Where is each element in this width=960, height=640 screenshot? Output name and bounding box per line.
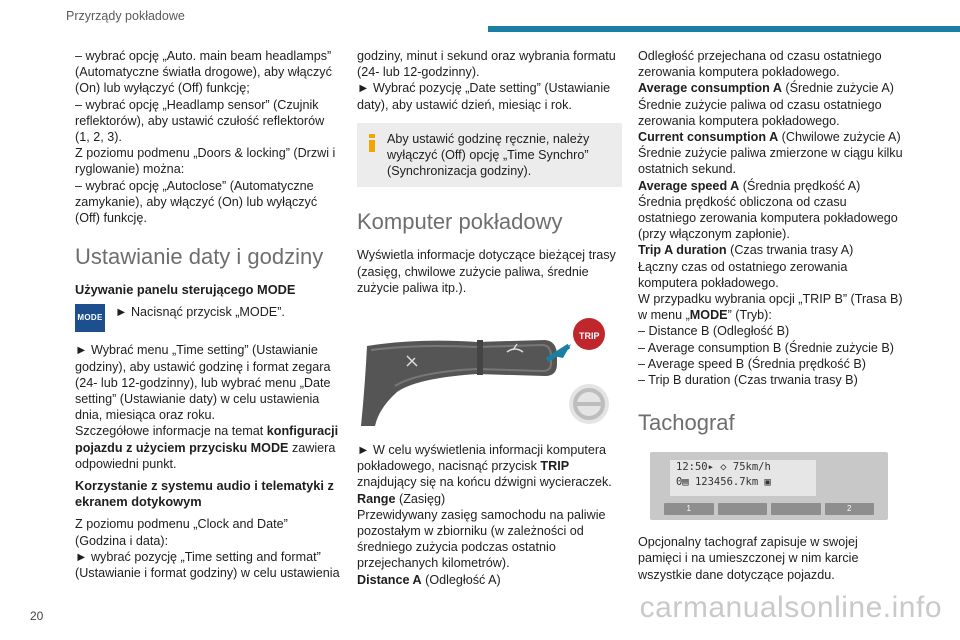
tachograph-key (718, 503, 768, 515)
paragraph (75, 423, 340, 472)
paragraph: Z poziomu podmenu „Clock and Date” (Godzina i data): (75, 517, 288, 548)
list-item: – Average consumption B (Średnie zużycie B) (638, 340, 894, 355)
list-item: – Trip B duration (Czas trwania trasy B) (638, 373, 858, 388)
paragraph: – wybrać opcję „Auto. main beam headlamps” (Automatyczne światła drogowe), aby włączyć (On) lub wyłączyć (Off) funkcję; (75, 49, 332, 96)
text-run: zawiera odpowiedni punkt. (75, 440, 336, 471)
bold-term: Current consumption A (638, 130, 779, 145)
page-number: 20 (30, 609, 44, 623)
list-item: – Average speed B (Średnia prędkość B) (638, 356, 866, 371)
paragraph: Średnie zużycie paliwa zmierzone w ciągu kilku ostatnich sekund. (638, 146, 903, 177)
bold-term: Range (357, 491, 396, 506)
text-run: (Chwilowe zużycie A) (778, 130, 901, 145)
term-average-consumption-a (638, 80, 903, 96)
subheading-audio-system: Korzystanie z systemu audio i telematyki z ekranem dotykowym (75, 478, 334, 510)
bold-term: MODE (689, 308, 728, 323)
wiper-stalk-illustration (357, 316, 622, 428)
text-run: znajdujący się na końcu dźwigni wycieraczek. (357, 475, 612, 490)
mode-step-row (75, 304, 340, 332)
tachograph-illustration (650, 452, 888, 520)
bold-term: Trip A duration (638, 243, 727, 258)
bold-term: Distance A (357, 572, 422, 587)
trip-button-label: TRIP (579, 331, 600, 342)
paragraph (357, 442, 622, 491)
text-run: W przypadku wybrania opcji „TRIP B” (Trasa B) w menu „ (638, 292, 903, 323)
mode-button-icon: MODE (75, 304, 105, 332)
running-header: Przyrządy pokładowe (66, 9, 185, 23)
paragraph: Przewidywany zasięg samochodu na paliwie pozostałym w zbiorniku (w zależności od średniego zużycia podczas ostatnio przejechanych kilometrów). (357, 507, 606, 571)
text-run: ” (Tryb): (727, 308, 772, 323)
paragraph (638, 291, 903, 323)
paragraph: ► Wybrać menu „Time setting” (Ustawianie godziny), aby ustawić godzinę i format zegara (24- lub 12-godzinny), lub wybrać menu „Date setting” (Ustawianie daty) w celu ustawienia dnia, miesiąca oraz roku. (75, 343, 331, 423)
paragraph: Wyświetla informacje dotyczące bieżącej trasy (zasięg, chwilowe zużycie paliwa, średnie zużycie paliwa itp.). (357, 248, 616, 295)
term-average-speed-a (638, 178, 903, 194)
tachograph-buttons (664, 503, 874, 515)
watermark: carmanualsonline.info (639, 591, 942, 624)
tachograph-key (771, 503, 821, 515)
column-2 (357, 48, 622, 588)
step-text: ► Nacisnąć przycisk „MODE”. (115, 305, 285, 320)
tachograph-slot-2: 2 (825, 503, 875, 515)
paragraph: Łączny czas od ostatniego zerowania komputera pokładowego. (638, 259, 848, 290)
tachograph-slot-1: 1 (664, 503, 714, 515)
paragraph: Średnie zużycie paliwa od czasu ostatniego zerowania komputera pokładowego. (638, 97, 882, 128)
bold-term: Average speed A (638, 178, 740, 193)
paragraph: Opcjonalny tachograf zapisuje w swojej pamięci i na umieszczonej w nim karcie wszystkie dane dotyczące pojazdu. (638, 535, 859, 582)
text-run: (Średnia prędkość A) (739, 178, 861, 193)
paragraph: Średnia prędkość obliczona od czasu ostatniego zerowania komputera pokładowego (przy włączonym zapłonie). (638, 194, 898, 242)
text-run: (Zasięg) (395, 491, 446, 506)
text-run: (Czas trwania trasy A) (726, 243, 854, 258)
paragraph: godziny, minut i sekund oraz wybrania formatu (24- lub 12-godzinny). (357, 49, 616, 80)
info-note-box (357, 123, 622, 188)
bold-term: TRIP (540, 459, 570, 474)
paragraph: Odległość przejechana od czasu ostatniego zerowania komputera pokładowego. (638, 49, 882, 80)
column-3 (638, 48, 903, 583)
text-run: Szczegółowe informacje na temat (75, 424, 267, 439)
paragraph: Z poziomu podmenu „Doors & locking” (Drzwi i ryglowanie) można: (75, 146, 336, 177)
term-range (357, 491, 622, 507)
header-accent-bar (488, 26, 960, 32)
paragraph: – wybrać opcję „Autoclose” (Automatyczne zamykanie), aby włączyć (On) lub wyłączyć (Off) funkcję. (75, 178, 318, 226)
column-1 (75, 48, 340, 581)
term-trip-a-duration (638, 242, 903, 258)
term-current-consumption-a (638, 129, 903, 145)
tachograph-display (670, 460, 816, 496)
paragraph: ► wybrać pozycję „Time setting and format” (Ustawianie i format godziny) w celu ustawienia (75, 549, 340, 581)
section-heading-date-time: Ustawianie daty i godziny (75, 244, 324, 270)
section-heading-computer: Komputer pokładowy (357, 209, 563, 235)
paragraph: ► Wybrać pozycję „Date setting” (Ustawianie daty), aby ustawić dzień, miesiąc i rok. (357, 81, 611, 112)
info-icon (369, 134, 375, 150)
info-note-text: Aby ustawić godzinę ręcznie, należy wyłączyć (Off) opcję „Time Synchro” (Synchronizacja godziny). (387, 131, 590, 179)
text-run: ► W celu wyświetlenia informacji komputera pokładowego, nacisnąć przycisk (357, 443, 607, 474)
tachograph-line-1: 12:50▸ ◇ 75km/h (676, 461, 771, 474)
term-distance-a (357, 572, 622, 588)
list-item: – Distance B (Odległość B) (638, 324, 790, 339)
bold-term: Average consumption A (638, 81, 782, 96)
text-run: (Średnie zużycie A) (781, 81, 894, 96)
text-run: (Odległość A) (421, 572, 501, 587)
subheading-mode-panel: Używanie panelu sterującego MODE (75, 282, 296, 298)
paragraph: – wybrać opcję „Headlamp sensor” (Czujnik reflektorów), aby ustawić czułość reflektorów (1, 2, 3). (75, 97, 325, 145)
bold-reference: konfiguracji pojazdu z użyciem przycisku MODE (75, 424, 339, 455)
tachograph-line-2: 0▤ 123456.7km ▣ (676, 476, 771, 489)
section-heading-tachograph: Tachograf (638, 410, 735, 436)
